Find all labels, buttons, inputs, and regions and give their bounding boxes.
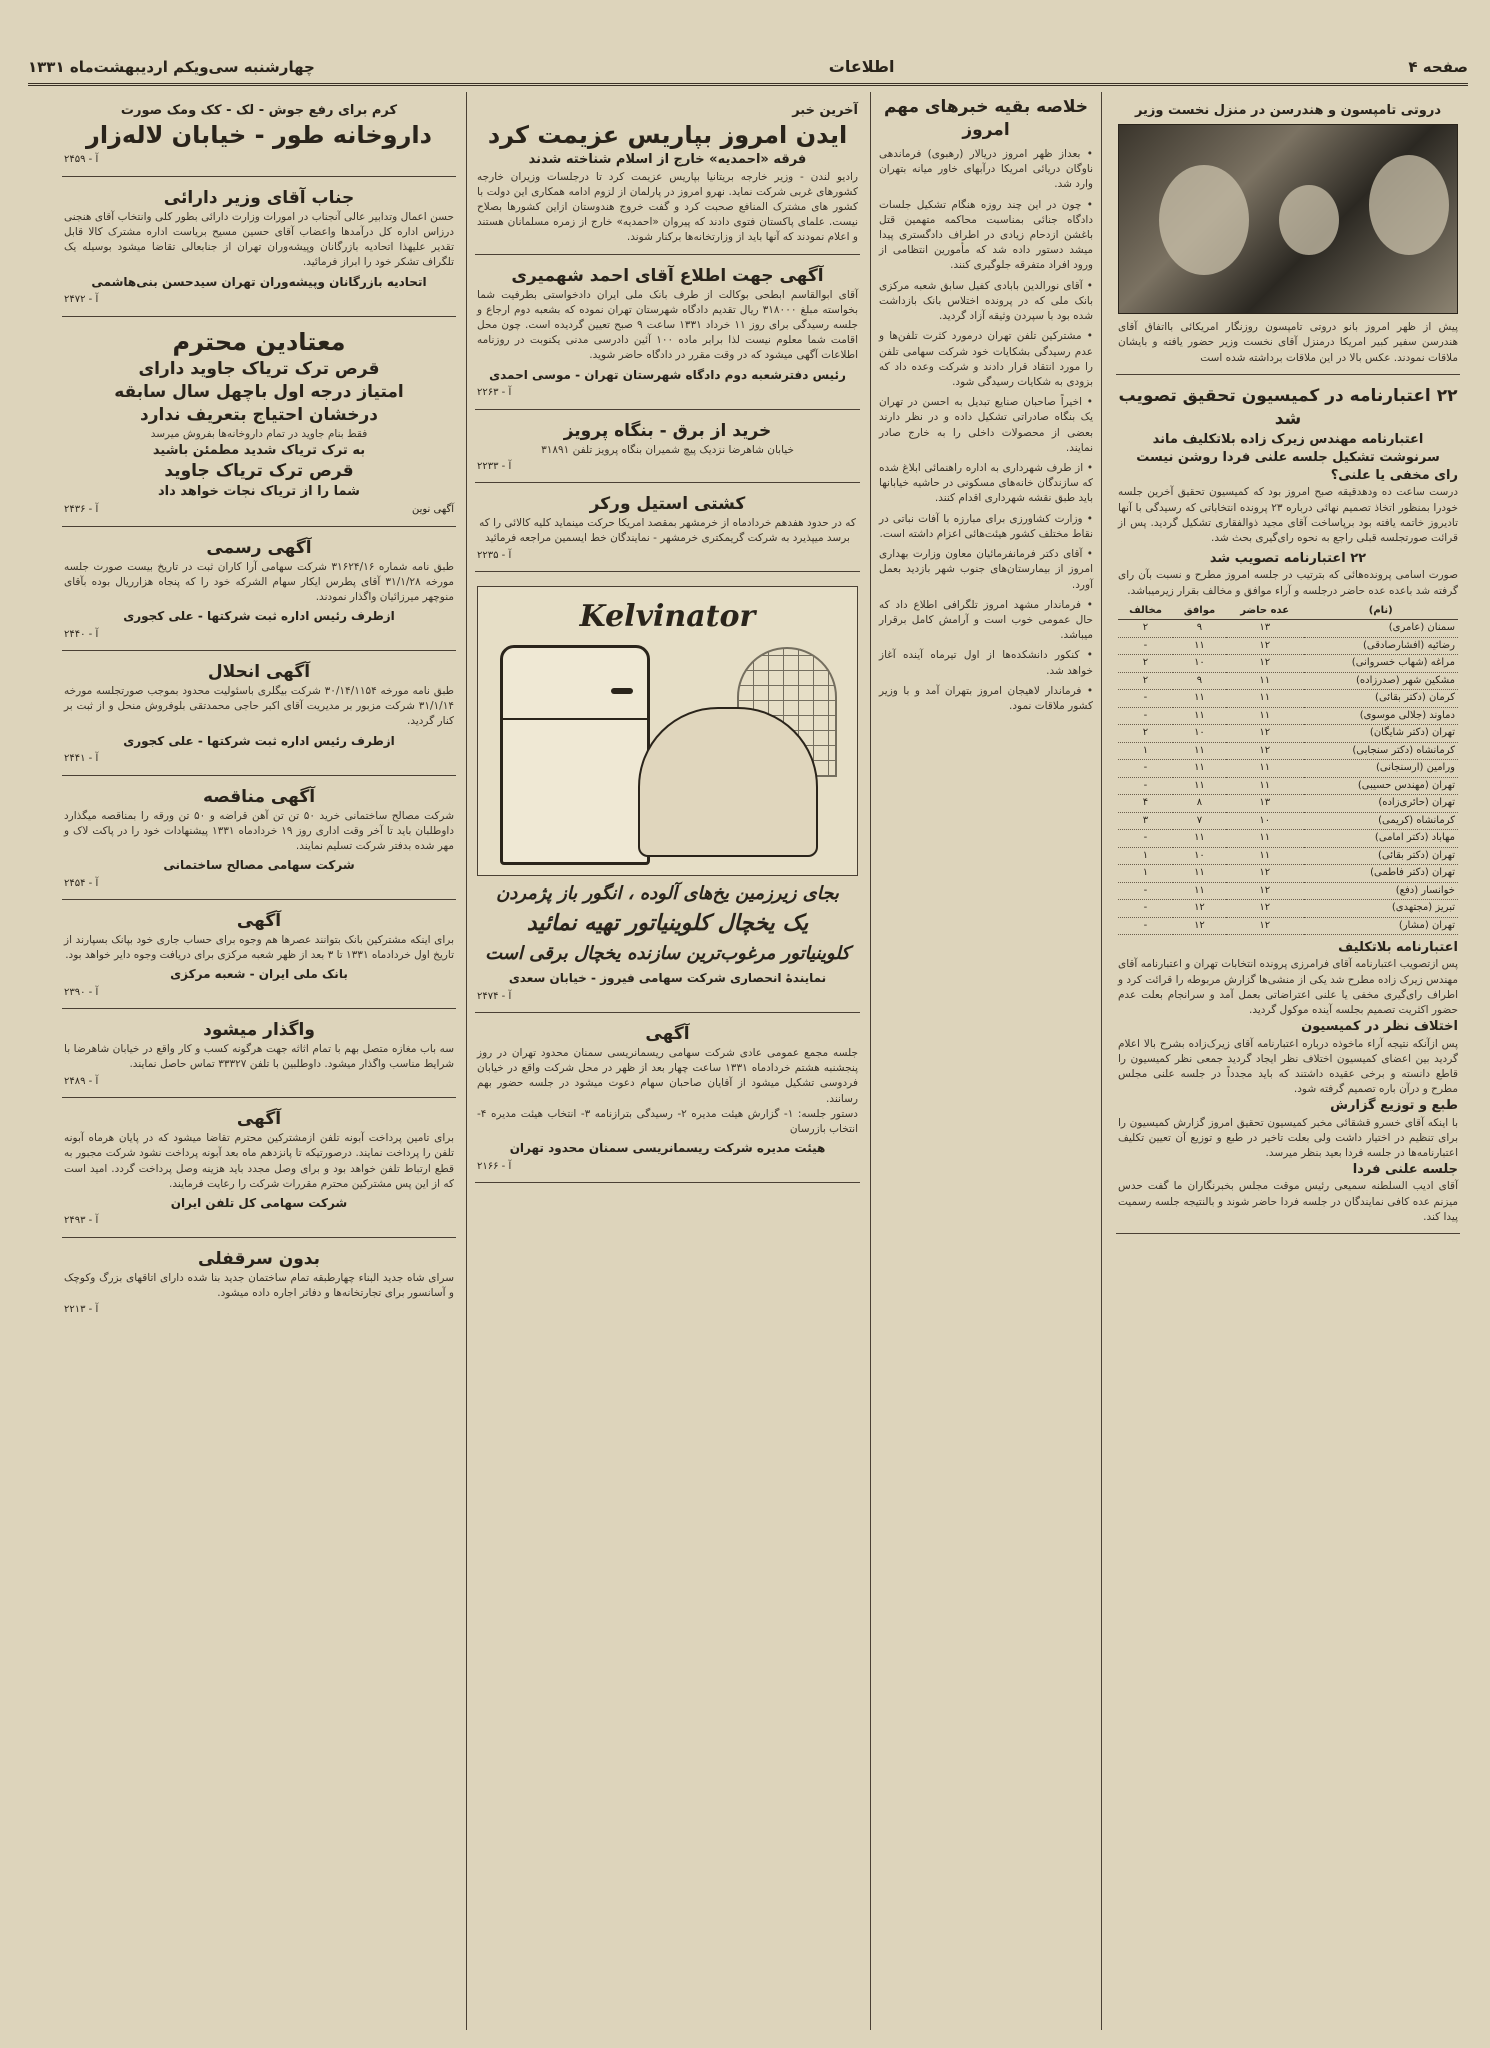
vote-table — [1118, 603, 1458, 936]
masthead — [28, 50, 1468, 86]
phone-code: آ - ۲۴۹۳ — [64, 1215, 99, 1227]
summary-item: • از طرف شهرداری به اداره راهنمائی ابلاغ شده که سازندگان خانه‌های مسکونی در حاشیه خیابانها باید طبق نقشه شهرداری اقدام کنند. — [879, 461, 1093, 507]
table-cell: کرمان (دکتر بقائی) — [1304, 690, 1458, 708]
kelvinator-illustration — [477, 586, 858, 876]
table-row — [1118, 795, 1458, 813]
opium-line-4: به ترک تریاک شدید مطمئن باشید — [152, 442, 366, 458]
news-photo — [1118, 124, 1458, 314]
fridge-icon — [500, 645, 650, 865]
section-unresolved-text: پس ازتصویب اعتبارنامه آقای فرامرزی پرونده انتخابات تهران و اعتبارنامه آقای مهندس زیرک زاده مطرح شد یکی از منشی‌ها گزارش مربوطه را قرائت کرد و اطراف رای‌گیری مخفی یا علنی اعتراضاتی بعمل آمد و سرانجام بعلت عدم حضور اکثریت تصمیم بجلسه آینده موکول گردید. — [1118, 958, 1458, 1017]
table-header-cell: موافق — [1173, 603, 1226, 620]
no-key-money-title: بدون سرقفلی — [198, 1248, 320, 1269]
table-cell: ۲ — [1118, 725, 1173, 743]
summary-item: • وزارت کشاورزی برای مبارزه با آفات نباتی در نقاط مختلف کشور هیئت‌هائی اعزام داشته است. — [879, 512, 1093, 542]
shop-notice — [62, 1013, 456, 1098]
table-cell: تهران (دکتر بقائی) — [1304, 847, 1458, 865]
table-cell: ۷ — [1173, 812, 1226, 830]
table-cell: سمنان (عامری) — [1304, 620, 1458, 638]
table-cell: رضائیه (افشارصادقی) — [1304, 637, 1458, 655]
table-cell: ۱۱ — [1173, 777, 1226, 795]
bank-text: برای اینکه مشترکین بانک بتوانند عصرها هم وجوه برای حساب جاری خود بپانک بسپارند از تاریخ اول خردادماه ۱۳۳۱ تا ۳ بعد از ظهر شعبه مرکزی برای دریافت وجوه دایر خواهد بود. — [64, 934, 454, 962]
official-signature: ازطرف رئیس اداره ثبت شرکتها - علی کجوری — [123, 609, 395, 624]
table-row — [1118, 882, 1458, 900]
opium-footer — [64, 503, 454, 518]
table-heading: ۲۲ اعتبارنامه تصویب شد — [1209, 551, 1367, 567]
table-cell: تبریز (مجتهدی) — [1304, 900, 1458, 918]
table-cell: ۱۱ — [1173, 760, 1226, 778]
table-cell: تهران (مهندس حسیبی) — [1304, 777, 1458, 795]
table-row — [1118, 672, 1458, 690]
table-row — [1118, 620, 1458, 638]
table-cell: ۱۱ — [1173, 637, 1226, 655]
summary-list — [879, 147, 1093, 714]
newspaper-name: اطلاعات — [828, 57, 895, 76]
table-cell: تهران (حائری‌زاده) — [1304, 795, 1458, 813]
opium-line-6: شما را از تریاک نجات خواهد داد — [158, 483, 360, 499]
section-report-text: با اینکه آقای خسرو قشقائی مخبر کمیسیون تحقیق امروز گزارش کمیسیون را برای تنظیم در اختیار داشت ولی بعلت تاخیر در طبع و توزیع آن تعیین تکلیف اعتبارنامه‌ها در جلسه فردا بعید بنظر میرسد. — [1118, 1116, 1458, 1160]
shop-text: سه باب مغازه متصل بهم با تمام اثاثه جهت هرگونه کسب و کار واقع در خیابان شاهرضا با شرایط مناسب واگذار میشود. داوطلبین با تلفن ۳۳۳۲۷ تماس حاصل نمایند. — [64, 1043, 454, 1071]
table-cell: مراغه (شهاب خسروانی) — [1304, 655, 1458, 673]
no-key-money-text: سرای شاه جدید البناء چهارطبقه تمام ساختمان جدید بنا شده دارای اتاقهای بزرگ وکوچک و آسانسور برای تجارتخانه‌ها و دفاتر اجاره داده میشود. — [64, 1271, 454, 1300]
opium-line-1: قرص ترک تریاک جاوید دارای — [138, 358, 380, 379]
dissolution-text: طبق نامه مورخه ۳۰/۱۴/۱۱۵۴ شرکت بیگلری باسئولیت محدود بموجب صورتجلسه مورخه ۳۱/۱/۱۴ شرکت مزبور بر مدیریت آقای اکبر حاجی محمدتقی بلوفروش منحل و از ثبت بر کنار گردید. — [64, 685, 454, 728]
dissolution-code: آ - ۲۴۴۱ — [64, 753, 99, 765]
opium-title: معتادین محترم — [172, 327, 346, 356]
table-cell: ۱۰ — [1173, 847, 1226, 865]
table-cell: ۸ — [1173, 795, 1226, 813]
main-article — [1116, 379, 1460, 1234]
parviz-title: خرید از برق - بنگاه پرویز — [563, 420, 772, 441]
ship-ad — [475, 487, 860, 572]
ship-title: کشتی استیل ورکر — [589, 494, 746, 515]
kelvinator-code: آ - ۲۴۷۴ — [477, 990, 512, 1002]
table-cell: ۱ — [1118, 865, 1173, 883]
table-cell: ۱۲ — [1226, 882, 1304, 900]
section-unresolved-title: اعتبارنامه بلاتکلیف — [1338, 940, 1458, 956]
summary-item: • چون در این چند روزه هنگام تشکیل جلسات دادگاه جنائی بمناسبت محاکمه متهمین قتل باغشن ازدحام زیادی در اطراف دادگستری پیدا میشد دستور داده شد که مأمورین انتظامی از ورود افراد متفرقه جلوگیری کنند. — [879, 198, 1093, 274]
table-cell: ۱۲ — [1173, 900, 1226, 918]
person-illustration — [638, 707, 818, 857]
table-cell: ۱۲ — [1226, 637, 1304, 655]
table-cell: ۱۱ — [1173, 742, 1226, 760]
table-row — [1118, 830, 1458, 848]
table-cell: - — [1118, 707, 1173, 725]
table-cell: ۱۱ — [1226, 690, 1304, 708]
latest-headline: ایدن امروز بپاریس عزیمت کرد — [487, 121, 848, 150]
court-notice-code: آ - ۲۲۶۳ — [477, 387, 512, 399]
parviz-code: آ - ۲۲۳۳ — [477, 460, 512, 472]
table-cell: ۴ — [1118, 795, 1173, 813]
opium-line-3: درخشان احتیاج بتعریف ندارد — [140, 404, 378, 425]
table-header-cell: (نام) — [1304, 603, 1458, 620]
finance-code: آ - ۲۴۷۲ — [64, 294, 99, 306]
table-intro: صورت اسامی پرونده‌هائی که بترتیب در جلسه امروز مطرح و نسبت بآن رای گرفته شد باعده عده حاضر درجلسه و آراء موافق و مخالف بقرار زیرمیباشد. — [1118, 569, 1458, 597]
assembly-title: آگهی — [645, 1024, 690, 1044]
latest-news — [475, 96, 860, 255]
section-report-title: طبع و توزیع گزارش — [1330, 1098, 1458, 1114]
table-row — [1118, 690, 1458, 708]
court-notice-signature: رئیس دفترشعبه دوم دادگاه شهرستان تهران - موسی احمدی — [489, 367, 846, 382]
column-main-news — [1108, 92, 1468, 2030]
shop-code: آ - ۲۴۸۹ — [64, 1075, 99, 1087]
no-key-money-code: آ - ۲۲۱۳ — [64, 1304, 99, 1316]
issue-date: چهارشنبه سی‌ویکم اردیبهشت‌ماه ۱۳۳۱ — [28, 57, 315, 76]
table-cell: تهران (مشار) — [1304, 917, 1458, 935]
phone-notice — [62, 1102, 456, 1238]
table-cell: ۱ — [1118, 742, 1173, 760]
table-cell: ۱۱ — [1173, 830, 1226, 848]
latest-tag: آخرین خبر — [792, 103, 858, 118]
official-notice — [62, 531, 456, 651]
main-subhead-3: رای مخفی یا علنی؟ — [1330, 468, 1458, 484]
table-row — [1118, 812, 1458, 830]
summary-item: • کنکور دانشکده‌ها از اول تیرماه آینده آغاز خواهد شد. — [879, 648, 1093, 678]
finance-title: جناب آقای وزیر دارائی — [163, 187, 355, 208]
table-cell: ۲ — [1118, 672, 1173, 690]
phone-signature: شرکت سهامی کل تلفن ایران — [170, 1196, 348, 1211]
table-cell: ۳ — [1118, 812, 1173, 830]
court-notice — [475, 259, 860, 410]
kelvinator-slogan-3: کلوینیاتور مرغوب‌ترین سازنده یخچال برقی است — [485, 943, 850, 965]
table-cell: ۱۳ — [1226, 620, 1304, 638]
table-header-cell: مخالف — [1118, 603, 1173, 620]
opium-line-2: امتیاز درجه اول باچهل سال سابقه — [114, 381, 404, 402]
ship-text: که در حدود هفدهم خردادماه از خرمشهر بمقصد امریکا حرکت مینماید کلیه کالائی را که برسد میپذیرد به شرکت گریمکتری خرمشهر - نمایندگان خط ایسمین مراجعه فرمائید — [479, 517, 856, 545]
table-header-cell: عده حاضر — [1226, 603, 1304, 620]
section-session-text: آقای ادیب السلطنه سمیعی رئیس موقت مجلس بخبرنگاران ما گفت حدس میزنم عده کافی نمایندگان در جلسه فردا حاضر شوند و بالنتیجه جلسه رسمیت پیدا کند. — [1118, 1180, 1458, 1223]
finance-minister-ad — [62, 181, 456, 317]
tender-code: آ - ۲۴۵۴ — [64, 877, 99, 889]
bank-signature: بانک ملی ایران - شعبه مرکزی — [170, 967, 348, 982]
pharmacy-ad — [62, 96, 456, 177]
table-cell: ۱۲ — [1226, 917, 1304, 935]
table-cell: ۱۱ — [1173, 707, 1226, 725]
table-cell: ۱۲ — [1226, 655, 1304, 673]
table-cell: ۲ — [1118, 655, 1173, 673]
table-cell: ۱۲ — [1226, 865, 1304, 883]
table-row — [1118, 777, 1458, 795]
opium-line-5: قرص ترک تریاک جاوید — [164, 460, 354, 481]
opium-agency: آگهی نوین — [411, 504, 454, 516]
column-news-summary — [870, 92, 1102, 2030]
summary-item: • بعداز ظهر امروز دریالار (رهبوی) فرماندهی ناوگان دریائی امریکا درآبهای خاور میانه بتهران وارد شد. — [879, 147, 1093, 193]
parviz-text: خیابان شاهرضا نزدیک پیچ شمیران بنگاه پرویز تلفن ۳۱۸۹۱ — [541, 443, 794, 456]
pharmacy-top: کرم برای رفع جوش - لک - کک ومک صورت — [120, 103, 398, 118]
tender-signature: شرکت سهامی مصالح ساختمانی — [163, 858, 355, 873]
summary-item: • فرماندار مشهد امروز تلگرافی اطلاع داد که حال عمومی خوب است و آرامش کامل برقرار میباشد. — [879, 598, 1093, 644]
opium-small: فقط بنام جاوید در تمام داروخانه‌ها بفروش میرسد — [150, 427, 368, 440]
column-classifieds — [54, 92, 464, 2030]
table-cell: ۱۱ — [1226, 847, 1304, 865]
table-cell: ۹ — [1173, 672, 1226, 690]
pharmacy-code: آ - ۲۴۵۹ — [64, 154, 99, 166]
summary-item: • مشترکین تلفن تهران درمورد کثرت تلفن‌ها و عدم رسیدگی بشکایات خود شرکت سهامی تلفن را مورد انتقاد قرار دادند و شرکت وعده داد که بزودی به شکایات رسیدگی شود. — [879, 329, 1093, 390]
opium-code: آ - ۲۴۳۶ — [64, 504, 99, 516]
bank-code: آ - ۲۳۹۰ — [64, 986, 99, 998]
kelvinator-slogan-1: بجای زیرزمین یخ‌های آلوده ، انگور باز پژمردن — [496, 883, 839, 905]
official-text: طبق نامه شماره ۳۱۶۲۴/۱۶ شرکت سهامی آرا کاران ثبت در تاریخ بیست صورت جلسه مورخه ۳۱/۱/۲۸ آقای پطرس ایکار سهام الشرکه خود را که پنجاه هزارریال بوده بآقای منوچهر میرزائیان واگذار نمودند. — [64, 560, 455, 603]
court-notice-text: آقای ابوالقاسم ابطحی بوکالت از طرف بانک ملی ایران دادخواستی بطرفیت شما بخواسته مبلغ ۳۱۸۰۰۰ ریال تقدیم دادگاه شهرستان تهران نموده که بشعبه دوم ارجاع و جلسه رسیدگی برای روز ۱۱ خرداد ۱۳۳۱ ساعت ۹ صبح تعیین گردیده است. چون محل اقامت شما معلوم نیست لذا برابر ماده ۱۰۰ آئین دادرسی مدنی یکنوبت در روزنامه اطلاعات آگهی میشود که در وقت مقرر در دادگاه حاضر شوید. — [477, 288, 858, 362]
finance-signature: اتحادیه بازرگانان وپیشه‌وران تهران سیدحسن بنی‌هاشمی — [91, 274, 427, 289]
tender-text: شرکت مصالح ساختمانی خرید ۵۰ تن تن آهن قراضه و ۵۰ تن ورقه را بمناقصه میگذارد داوطلبان باید تا آخر وقت اداری روز ۱۹ خردادماه ۱۳۳۱ پیشنهادات خود را در پاکت لاک و مهر شده بدفتر شرکت تسلیم نمایند. — [64, 809, 455, 852]
assembly-text: جلسه مجمع عمومی عادی شرکت سهامی ریسمانریسی سمنان محدود تهران در روز پنجشنبه هشتم خردادماه ۱۳۳۱ ساعت چهار بعد از ظهر در محل شرکت واقع در خیابان فردوسی تشکیل میشود از آقایان صاحبان سهام دعوت میشود در جلسه حضور بهم رسانند. — [477, 1046, 859, 1105]
summary-item: • فرماندار لاهیجان امروز بتهران آمد و با وزیر کشور ملاقات نمود. — [879, 684, 1093, 714]
ship-code: آ - ۲۲۳۵ — [477, 549, 512, 561]
kelvinator-brand: Kelvinator — [579, 599, 756, 635]
table-cell: تهران (دکتر شایگان) — [1304, 725, 1458, 743]
main-intro: درست ساعت ده ودهدقیقه صبح امروز بود که کمیسیون تحقیق آخرین جلسه خودرا بمنظور اتخاذ تصمیم نهائی درباره ۲۳ پرونده انتخاباتی که رسیدگی با آنها تادیروز خاتمه یافته بود برپاساخت آقای مجید ذوالفقاری تشکیل گردید. پس از قرائت صورتجلسه قبلی راجع به نحوه رای‌گیری بحث شد. — [1118, 486, 1458, 544]
table-cell: - — [1118, 637, 1173, 655]
court-notice-title: آگهی جهت اطلاع آقای احمد شهمیری — [511, 265, 824, 286]
table-cell: ۱۲ — [1226, 725, 1304, 743]
table-cell: ۱۰ — [1226, 812, 1304, 830]
table-cell: ۱۱ — [1226, 707, 1304, 725]
tender-title: آگهی مناقصه — [202, 786, 316, 807]
opium-pill-ad — [62, 321, 456, 527]
summary-title: خلاصه بقیه خبرهای مهم امروز — [883, 97, 1089, 140]
table-cell: ۱۰ — [1173, 655, 1226, 673]
latest-subhead: فرقه «احمدیه» خارج از اسلام شناخته شدند — [528, 152, 807, 168]
table-cell: - — [1118, 882, 1173, 900]
page-number: صفحه ۴ — [1408, 57, 1468, 76]
table-cell: ۱۱ — [1173, 882, 1226, 900]
official-code: آ - ۲۴۴۰ — [64, 628, 99, 640]
kelvinator-dealer: نمایندهٔ انحصاری شرکت سهامی فیروز - خیابان سعدی — [508, 971, 827, 986]
table-cell: کرمانشاه (دکتر سنجابی) — [1304, 742, 1458, 760]
dissolution-title: آگهی انحلال — [207, 662, 311, 683]
table-cell: مهاباد (دکتر امامی) — [1304, 830, 1458, 848]
latest-text: رادیو لندن - وزیر خارجه بریتانیا بپاریس عزیمت کرد تا درجلسات وزیران خارجه کشورهای غربی شرکت نماید. نهرو امروز در پارلمان از لزوم ادامه همکاری این دولت با کشور های مشترک المنافع صحبت کرد و گفت خروج هندوستان ازاین کشورها بصلاح نیست. علمای پاکستان فتوی دادند که پیروان «احمدیه» خارج از زمره مسلمانان هستند و اعلام نمودند که آنها باید از وزارتخانه‌ها برکنار شوند. — [477, 170, 858, 244]
section-session-title: جلسه علنی فردا — [1352, 1162, 1458, 1178]
table-cell: ۱۱ — [1226, 830, 1304, 848]
table-cell: ۱۱ — [1226, 760, 1304, 778]
tender-notice — [62, 780, 456, 900]
table-cell: ۱۰ — [1173, 725, 1226, 743]
main-headline: ۲۲ اعتبارنامه در کمیسیون تحقیق تصویب شد — [1118, 385, 1458, 429]
pharmacy-title: داروخانه طور - خیابان لاله‌زار — [86, 121, 432, 150]
summary-item: • آقای دکتر فرمانفرمائیان معاون وزارت بهداری امروز از بیمارستان‌های جنوب شهر بازدید بعمل آورد. — [879, 547, 1093, 593]
no-key-money-notice — [62, 1242, 456, 1326]
table-cell: ۱ — [1118, 847, 1173, 865]
summary-item: • آقای نورالدین بابادی کفیل سابق شعبه مرکزی بانک ملی که در پرونده اختلاس بانک بازداشت شده بود با سپردن وثیقه آزاد گردید. — [879, 279, 1093, 325]
table-row — [1118, 917, 1458, 935]
table-cell: ۱۱ — [1173, 690, 1226, 708]
dissolution-signature: ازطرف رئیس اداره ثبت شرکتها - علی کجوری — [123, 733, 395, 748]
photo-story — [1116, 96, 1460, 375]
table-cell: ورامین (ارسنجانی) — [1304, 760, 1458, 778]
table-cell: ۱۱ — [1173, 865, 1226, 883]
table-cell: - — [1118, 760, 1173, 778]
official-title: آگهی رسمی — [206, 537, 312, 558]
photo-title: دروتی تامپسون و هندرسن در منزل نخست وزیر — [1134, 103, 1442, 118]
finance-text: حسن اعمال وتدابیر عالی آنجناب در امورات وزارت دارائی بطور کلی وانتخاب آقای هنجنی درزاس اداره کل درآمدها واعضاب آقای حسین مسیح بریاست اداره مشترک کالا قابل تقدیر علیهذا اتحادیه بازرگانان وپیشه‌وران تهران از جنابعالی تقاضا میشود بوسیله یک تلگراف تشکر خود را ابراز فرمائید. — [64, 210, 454, 269]
table-cell: تهران (دکتر فاطمی) — [1304, 865, 1458, 883]
table-row — [1118, 655, 1458, 673]
table-cell: - — [1118, 830, 1173, 848]
main-subhead-1: اعتبارنامه مهندس زیرک زاده بلاتکلیف ماند — [1152, 431, 1424, 447]
table-row — [1118, 900, 1458, 918]
photo-caption: پیش از ظهر امروز بانو دروتی تامپسون روزنگار امریکائی بااتفاق آقای هندرسن سفیر کبیر امریکا درمنزل آقای نخست وزیر حضور یافته و بایشان ملاقات نمودند. عکس بالا در این ملاقات برداشته شده است — [1118, 321, 1458, 364]
assembly-notice — [475, 1017, 860, 1183]
dissolution-notice — [62, 655, 456, 775]
bank-notice — [62, 904, 456, 1009]
summary-item: • اخیراً صاحبان صنایع تبدیل به احسن در تهران یک بنگاه صادراتی تشکیل داده و در نظر دارند بعضی از محصولات داخلی را به خارج صادر نمایند. — [879, 395, 1093, 456]
table-cell: - — [1118, 900, 1173, 918]
assembly-code: آ - ۲۱۶۶ — [477, 1160, 512, 1172]
kelvinator-slogan-2: یک یخچال کلوینیاتور تهیه نمائید — [526, 911, 809, 937]
assembly-signature: هیئت مدیره شرکت ریسمانریسی سمنان محدود تهران — [509, 1141, 826, 1156]
parviz-ad — [475, 414, 860, 484]
table-cell: ۹ — [1173, 620, 1226, 638]
table-row — [1118, 707, 1458, 725]
table-cell: ۱۱ — [1226, 672, 1304, 690]
table-row — [1118, 847, 1458, 865]
table-cell: ۲ — [1118, 620, 1173, 638]
bank-title: آگهی — [236, 911, 282, 932]
section-disagreement-text: پس ازآنکه نتیجه آراء ماخوذه درباره اعتبارنامه آقای زیرک‌زاده بشرح بالا اعلام گردید بین اعضای کمیسیون اختلاف نظر ایجاد گردید جمعی نظر کمیسیون را قاطع دانسته و برخی عقیده داشتند که باید مجدداً در جلسه علنی مجلس مطرح و درآن باره تصمیم گرفته شود. — [1118, 1037, 1458, 1096]
table-row — [1118, 865, 1458, 883]
table-cell: ۱۳ — [1226, 795, 1304, 813]
kelvinator-ad — [475, 576, 860, 1013]
column-latest-and-ads — [466, 92, 868, 2030]
table-cell: - — [1118, 690, 1173, 708]
table-row — [1118, 725, 1458, 743]
phone-text: برای تامین پرداخت آبونه تلفن ازمشترکین محترم تقاضا میشود که در پایان هرماه آبونه تلفن را پرداخت نمایند. درصورتیکه تا پانزدهم ماه بعد آبونه پرداخت نشود شرکت مجبور به قطع ارتباط تلفن خواهد بود و برای وصل مجدد باید هزینه وصل پرداخت گردد. امید است که از این پس مشترکین محترم مقررات شرکت را رعایت فرمایند. — [64, 1132, 454, 1190]
table-cell: مشکین شهر (صدرزاده) — [1304, 672, 1458, 690]
table-cell: ۱۱ — [1226, 777, 1304, 795]
table-cell: - — [1118, 917, 1173, 935]
table-cell: ۱۲ — [1226, 742, 1304, 760]
table-cell: خوانسار (دفع) — [1304, 882, 1458, 900]
table-cell: دماوند (جلالی موسوی) — [1304, 707, 1458, 725]
table-cell: ۱۲ — [1173, 917, 1226, 935]
table-cell: ۱۲ — [1226, 900, 1304, 918]
table-cell: کرمانشاه (کریمی) — [1304, 812, 1458, 830]
section-disagreement-title: اختلاف نظر در کمیسیون — [1301, 1019, 1458, 1035]
main-subhead-2: سرنوشت تشکیل جلسه علنی فردا روشن نیست — [1136, 449, 1440, 465]
assembly-agenda: دستور جلسه: ۱- گزارش هیئت مدیره ۲- رسیدگی بترازنامه ۳- انتخاب هیئت مدیره ۴- انتخاب بازرسان — [477, 1107, 858, 1136]
phone-title: آگهی — [236, 1109, 282, 1130]
table-cell: - — [1118, 777, 1173, 795]
table-row — [1118, 742, 1458, 760]
table-row — [1118, 760, 1458, 778]
table-row — [1118, 637, 1458, 655]
shop-title: واگذار میشود — [203, 1020, 315, 1041]
